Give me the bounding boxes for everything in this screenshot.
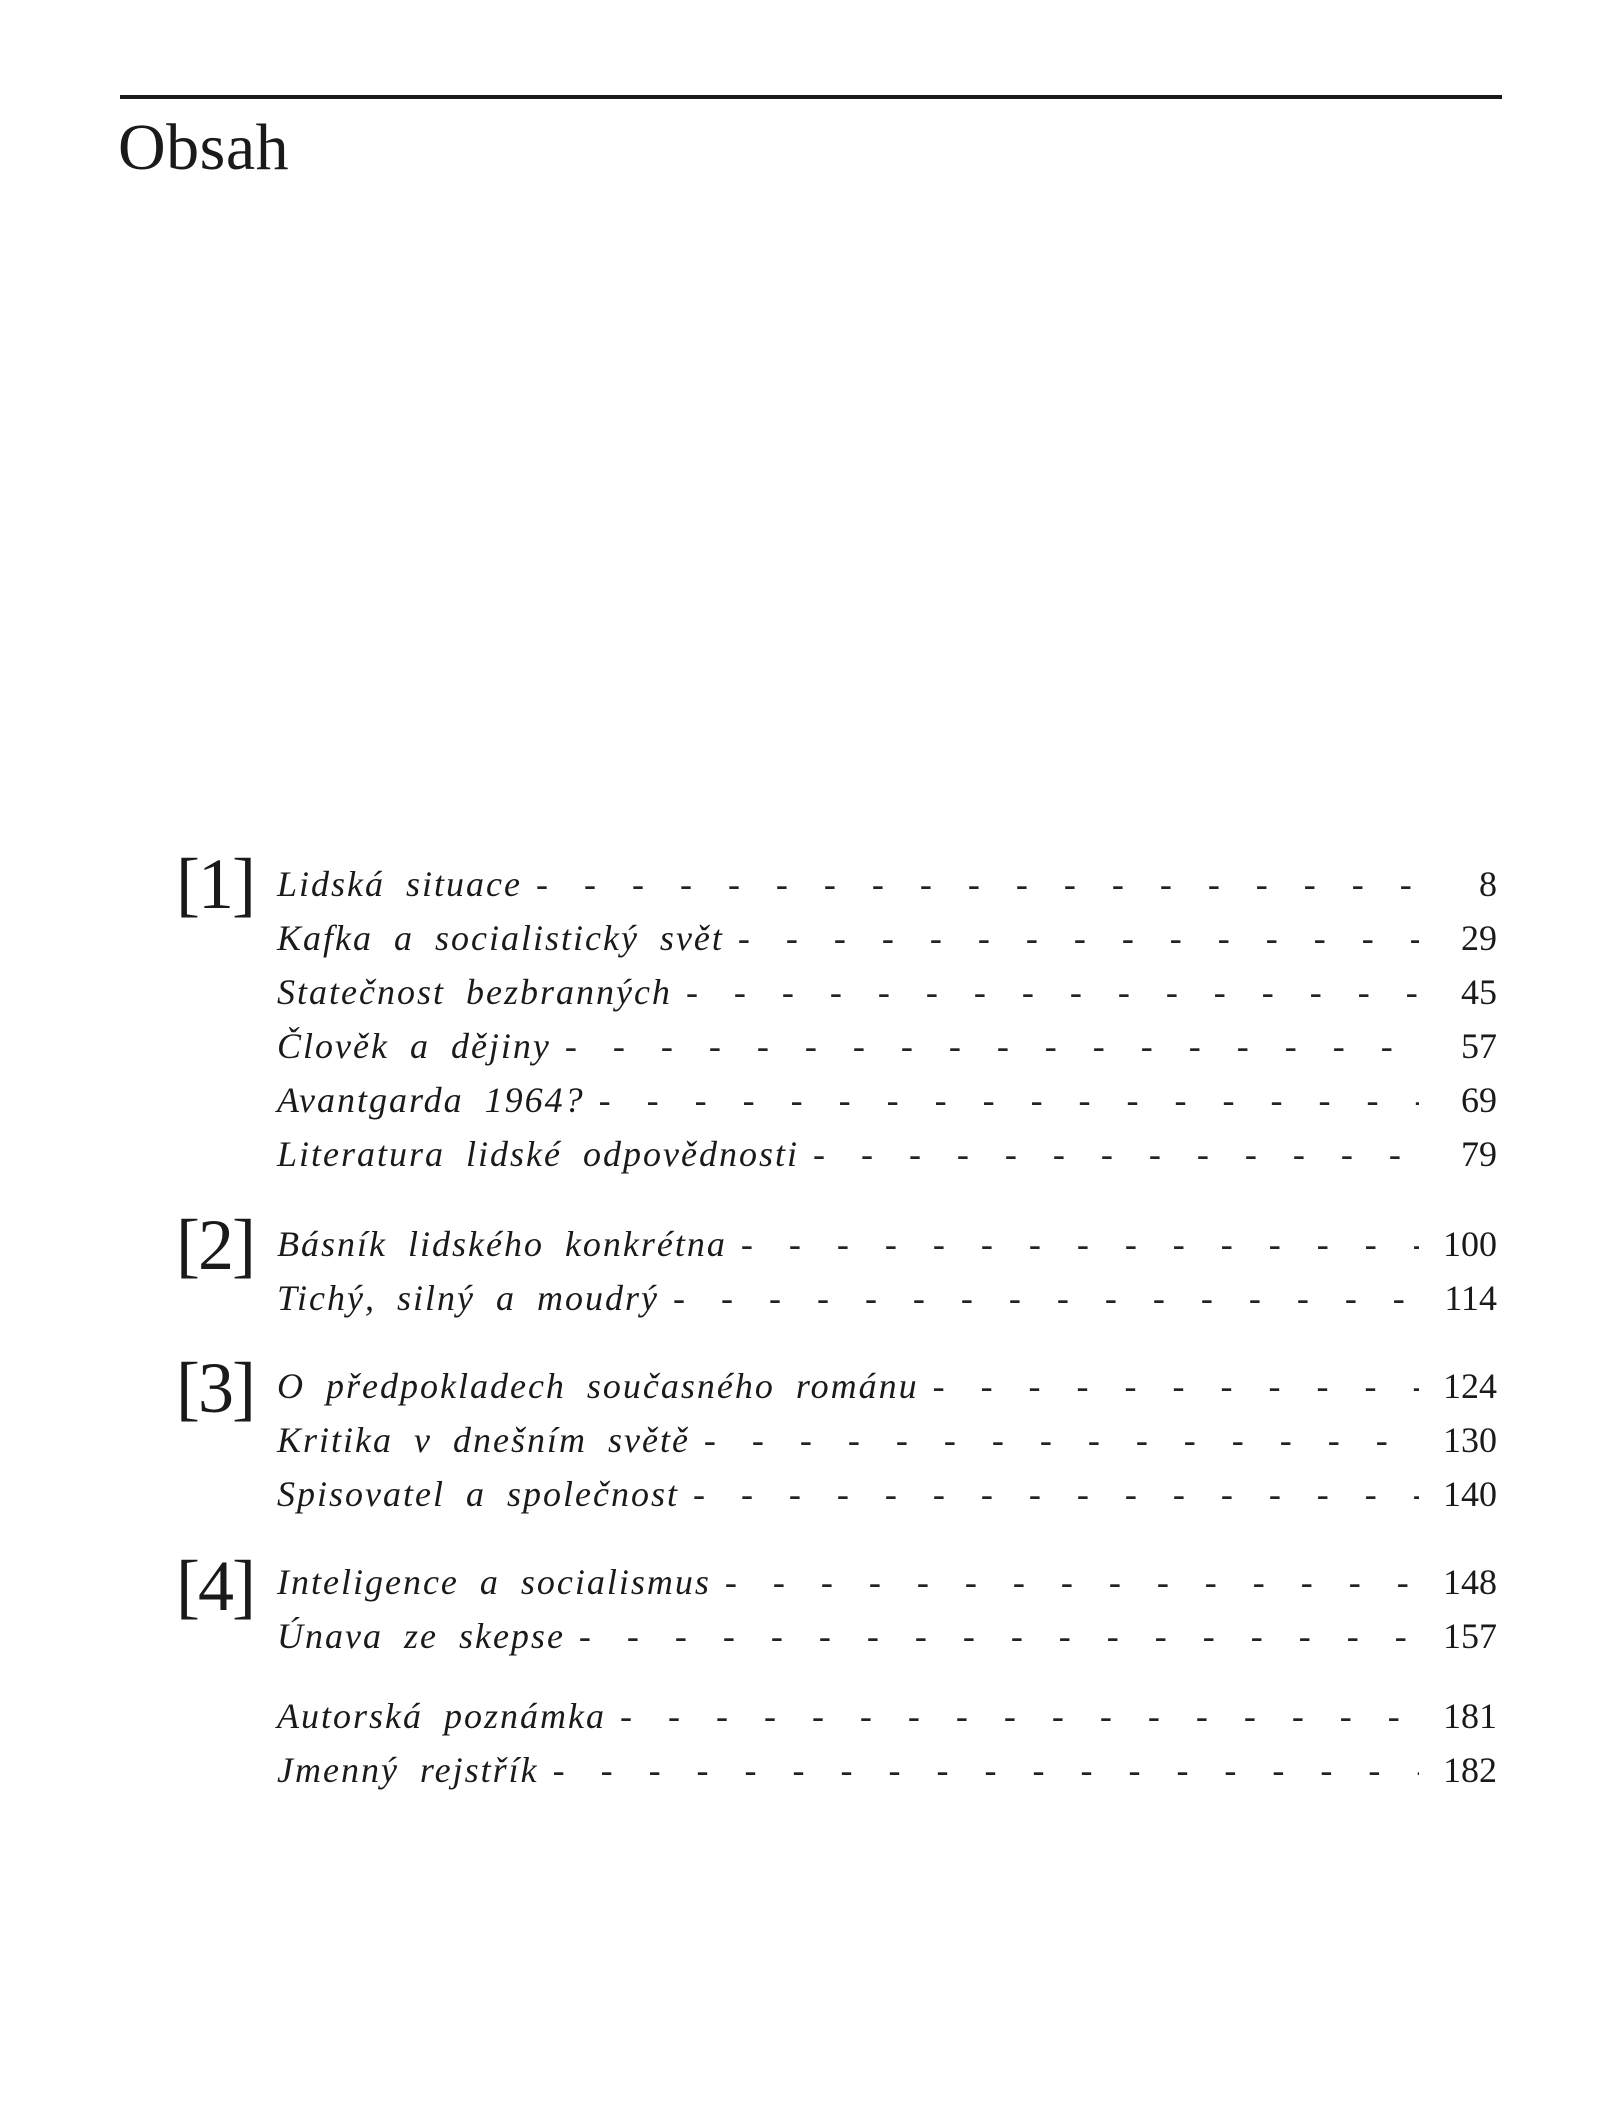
toc-entry[interactable]	[277, 1360, 1497, 1412]
toc-entry-title: Spisovatel a společnost	[277, 1474, 679, 1514]
toc-entry-page: 114	[1444, 1278, 1497, 1318]
dot-leader	[522, 858, 1419, 910]
toc-entry-page: 181	[1443, 1696, 1497, 1736]
toc-entry[interactable]	[277, 1218, 1497, 1270]
toc-entry-page: 148	[1443, 1562, 1497, 1602]
toc-entry-title: Tichý, silný a moudrý	[277, 1278, 659, 1318]
toc-entry[interactable]	[277, 1468, 1497, 1520]
toc-entry[interactable]	[277, 1556, 1497, 1608]
dot-leader	[727, 1218, 1419, 1270]
dot-leader	[539, 1744, 1419, 1796]
toc-entry-page: 182	[1443, 1750, 1497, 1790]
toc-entry-title: Literatura lidské odpovědnosti	[277, 1134, 799, 1174]
toc-entry-page: 79	[1461, 1134, 1497, 1174]
toc-entry-title: Lidská situace	[277, 864, 522, 904]
dot-leader	[672, 966, 1419, 1018]
dot-leader	[585, 1074, 1419, 1126]
toc-entry-title: Kafka a socialistický svět	[277, 918, 724, 958]
toc-entry[interactable]	[277, 1610, 1497, 1662]
toc-entry-title: Avantgarda 1964?	[277, 1080, 585, 1120]
toc-entry-title: Autorská poznámka	[277, 1696, 606, 1736]
toc-entry[interactable]	[277, 1020, 1497, 1072]
toc-entry-title: O předpokladech současného románu	[277, 1366, 919, 1406]
section-number-3: [3]	[176, 1348, 254, 1428]
toc-entry-page: 45	[1461, 972, 1497, 1012]
page-title: Obsah	[118, 111, 290, 184]
toc-entry-page: 69	[1461, 1080, 1497, 1120]
dot-leader	[659, 1272, 1419, 1324]
toc-entry-page: 29	[1461, 918, 1497, 958]
toc-entry-title: Básník lidského konkrétna	[277, 1224, 727, 1264]
toc-entry-page: 100	[1443, 1224, 1497, 1264]
toc-entry[interactable]	[277, 858, 1497, 910]
toc-entry[interactable]	[277, 1690, 1497, 1742]
toc-entry-title: Jmenný rejstřík	[277, 1750, 539, 1790]
dot-leader	[606, 1690, 1419, 1742]
toc-entry-title: Kritika v dnešním světě	[277, 1420, 690, 1460]
toc-entry-page: 124	[1443, 1366, 1497, 1406]
toc-entry-page: 130	[1443, 1420, 1497, 1460]
toc-entry-title: Inteligence a socialismus	[277, 1562, 711, 1602]
dot-leader	[724, 912, 1419, 964]
toc-entry[interactable]	[277, 1074, 1497, 1126]
toc-entry-title: Statečnost bezbranných	[277, 972, 672, 1012]
dot-leader	[919, 1360, 1419, 1412]
toc-entry[interactable]	[277, 1744, 1497, 1796]
toc-entry[interactable]	[277, 1414, 1497, 1466]
section-number-2: [2]	[176, 1205, 254, 1285]
dot-leader	[565, 1610, 1419, 1662]
dot-leader	[551, 1020, 1419, 1072]
toc-entry-page: 8	[1479, 864, 1497, 904]
toc-entry[interactable]	[277, 912, 1497, 964]
toc-entry-title: Únava ze skepse	[277, 1616, 565, 1656]
dot-leader	[690, 1414, 1419, 1466]
toc-entry-title: Člověk a dějiny	[277, 1026, 551, 1066]
section-number-4: [4]	[176, 1546, 254, 1626]
section-number-1: [1]	[176, 844, 254, 924]
toc-entry[interactable]	[277, 1128, 1497, 1180]
dot-leader	[679, 1468, 1419, 1520]
toc-entry[interactable]	[277, 966, 1497, 1018]
toc-entry-page: 157	[1443, 1616, 1497, 1656]
toc-entry-page: 57	[1461, 1026, 1497, 1066]
dot-leader	[799, 1128, 1419, 1180]
dot-leader	[711, 1556, 1419, 1608]
toc-entry-page: 140	[1443, 1474, 1497, 1514]
toc-entry[interactable]	[277, 1272, 1497, 1324]
